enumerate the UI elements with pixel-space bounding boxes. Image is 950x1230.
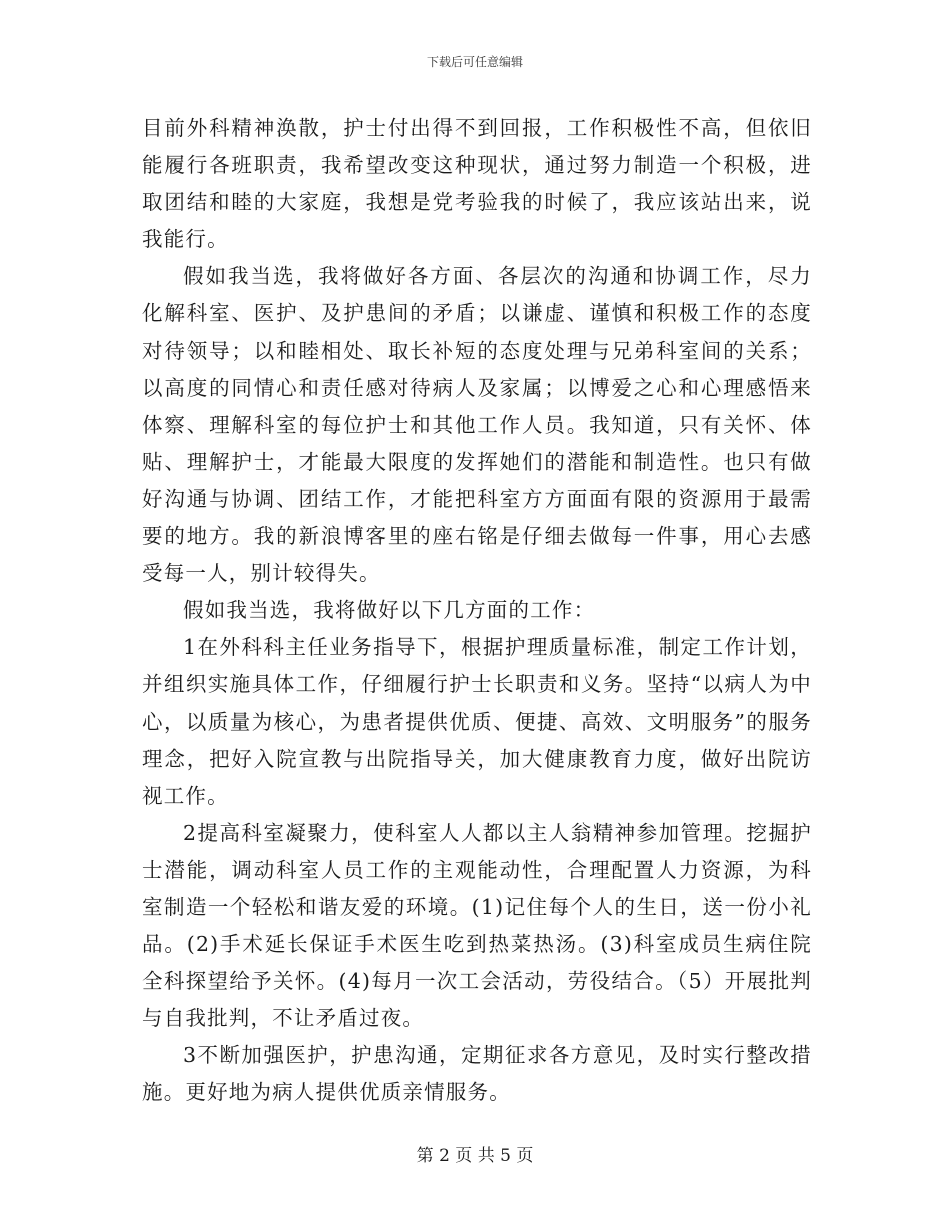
paragraph-6: 3不断加强医护，护患沟通，定期征求各方意见，及时实行整改措施。更好地为病人提供优质亲情服务。: [142, 1043, 812, 1105]
paragraph-3: 假如我当选，我将做好以下几方面的工作：: [183, 598, 596, 623]
paragraph-1: 目前外科精神涣散，护士付出得不到回报，工作积极性不高，但依旧能履行各班职责，我希望改变这种现状，通过努力制造一个积极，进取团结和睦的大家庭，我想是党考验我的时候了，我应该站出来，说我能行。: [142, 116, 812, 252]
page-number-footer: 第 2 页 共 5 页: [416, 1146, 534, 1166]
paragraph-2: 假如我当选，我将做好各方面、各层次的沟通和协调工作，尽力化解科室、医护、及护患间的矛盾；以谦虚、谨慎和积极工作的态度对待领导；以和睦相处、取长补短的态度处理与兄弟科室间的关系；以高度的同情心和责任感对待病人及家属；以博爱之心和心理感悟来体察、理解科室的每位护士和其他工作人员。我知道，只有关怀、体贴、理解护士，才能最大限度的发挥她们的潜能和制造性。也只有做好沟通与协调、团结工作，才能把科室方方面面有限的资源用于最需要的地方。我的新浪博客里的座右铭是仔细去做每一件事，用心去感受每一人，别计较得失。: [142, 264, 812, 586]
header-note: 下载后可任意编辑: [426, 55, 523, 69]
paragraph-5: 2提高科室凝聚力，使科室人人都以主人翁精神参加管理。挖掘护士潜能，调动科室人员工作的主观能动性，合理配置人力资源，为科室制造一个轻松和谐友爱的环境。(1)记住每个人的生日，送一份小礼品。(2)手术延长保证手术医生吃到热菜热汤。(3)科室成员生病住院全科探望给予关怀。(4)每月一次工会活动，劳役结合。（5）开展批判与自我批判，不让矛盾过夜。: [142, 820, 812, 1031]
paragraph-4: 1在外科科主任业务指导下，根据护理质量标准，制定工作计划，并组织实施具体工作，仔细履行护士长职责和义务。坚持“以病人为中心，以质量为核心，为患者提供优质、便捷、高效、文明服务”的服务理念，把好入院宣教与出院指导关，加大健康教育力度，做好出院访视工作。: [142, 635, 812, 808]
document-body: [142, 110, 812, 1112]
